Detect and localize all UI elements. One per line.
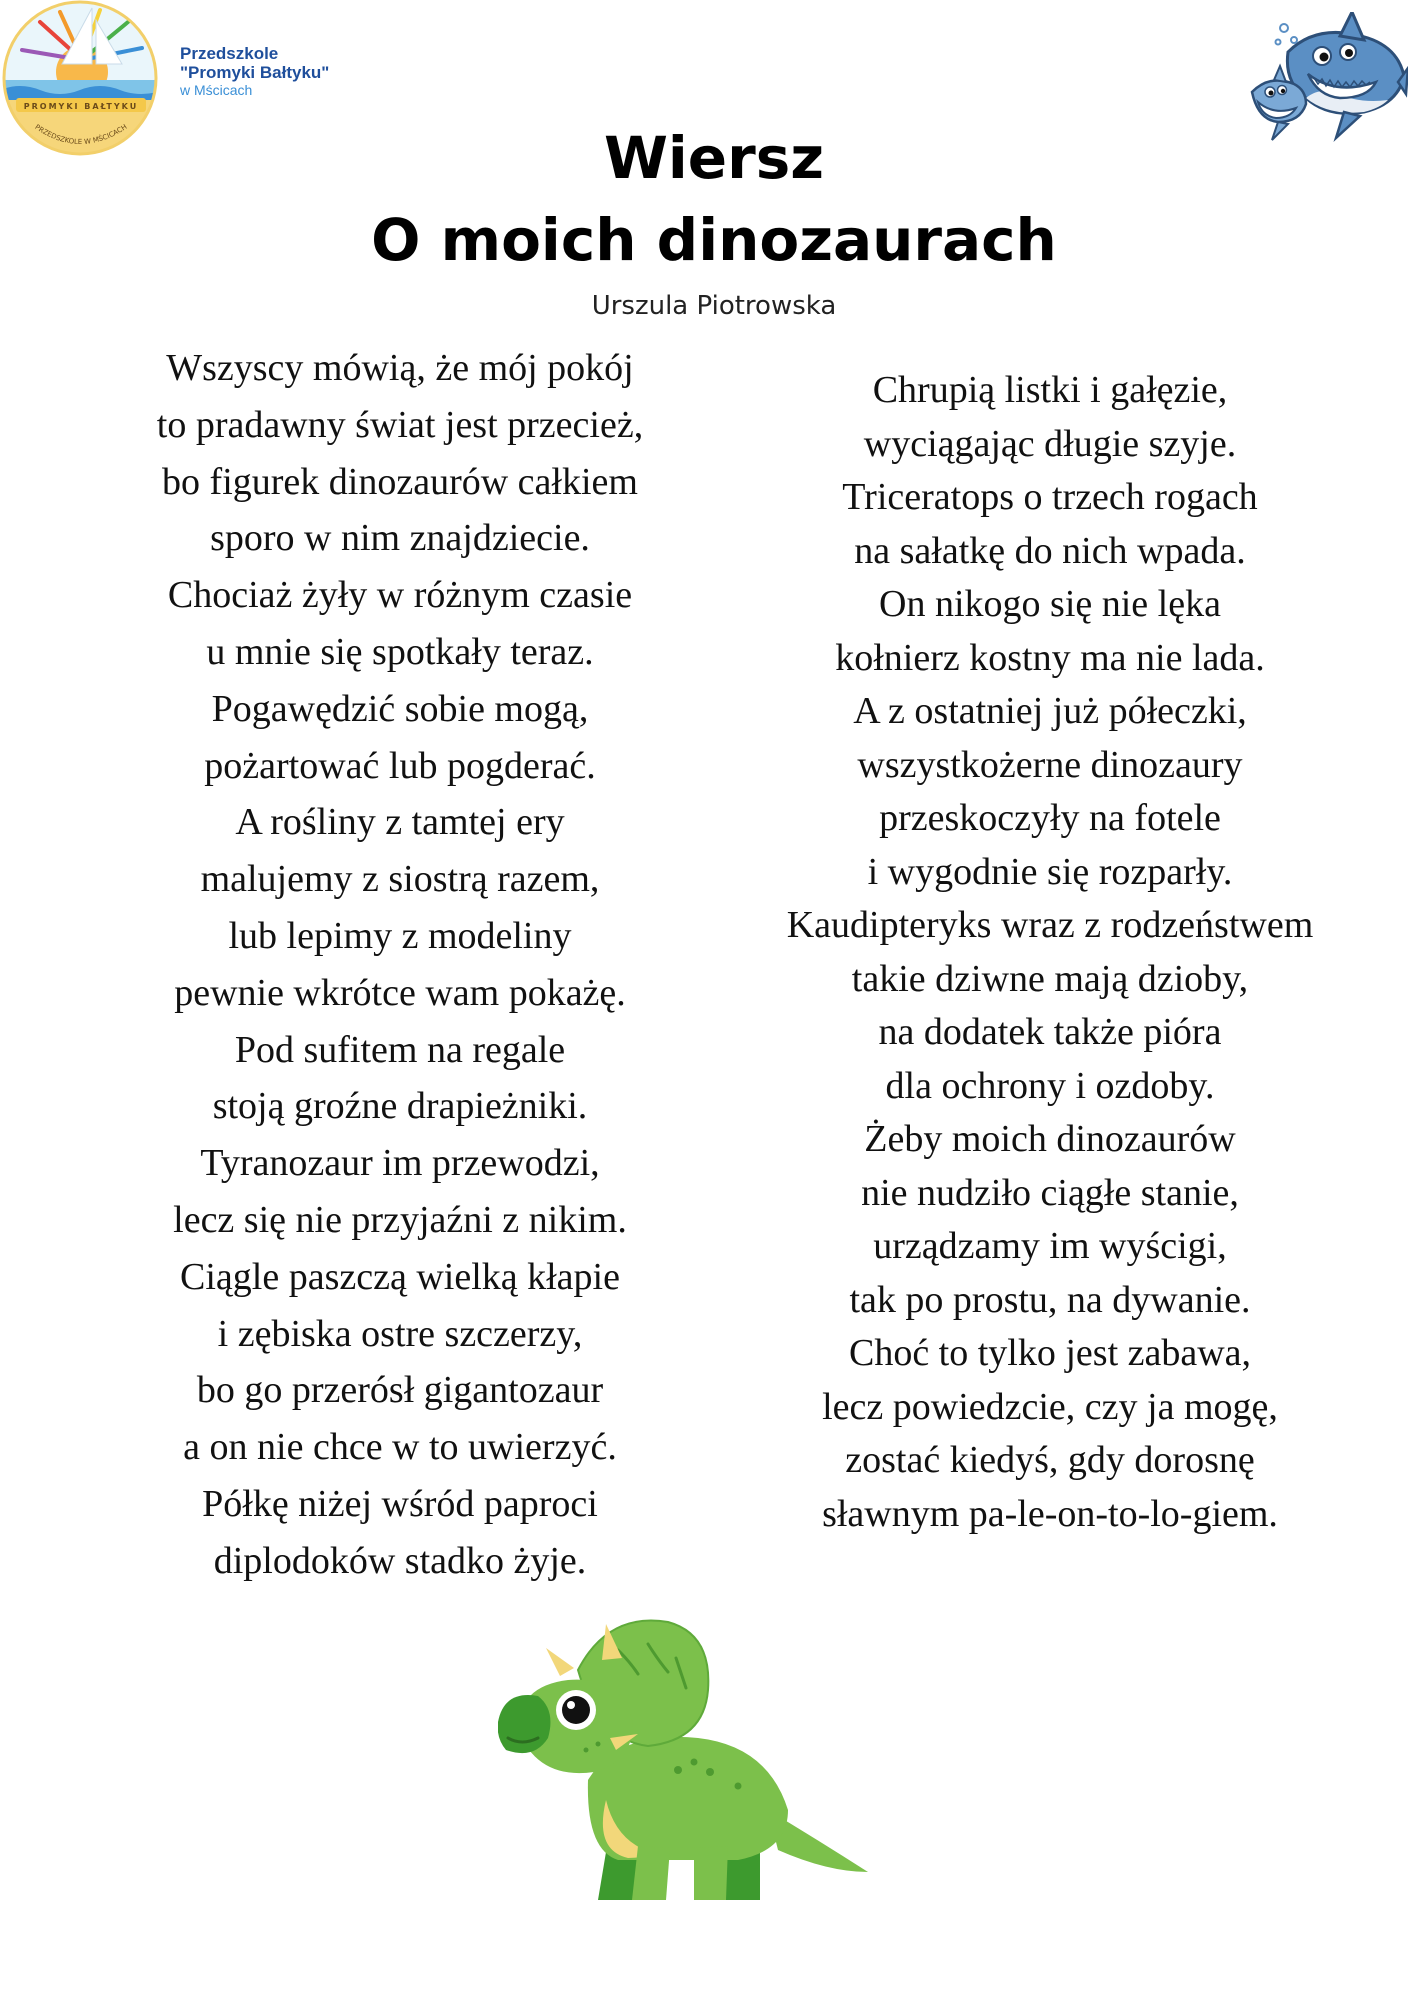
school-name (180, 44, 329, 98)
poem-line: to pradawny świat jest przecież, (156, 403, 644, 446)
poem-line: dla ochrony i ozdoby. (885, 1064, 1215, 1107)
poem-line: A z ostatniej już półeczki, (853, 690, 1247, 732)
poem-line: Triceratops o trzech rogach (842, 476, 1258, 518)
school-name-line1: Przedszkole (180, 44, 279, 63)
poem-line: Wszyscy mówią, że mój pokój (166, 347, 634, 389)
logo-banner-text: PROMYKI BAŁTYKU (23, 102, 139, 111)
poem-line: na sałatkę do nich wpada. (854, 529, 1246, 572)
poem-line: Chrupią listki i gałęzie, (872, 369, 1228, 411)
poem-line: Żeby moich dinozaurów (864, 1118, 1236, 1160)
logo-ring-text: PRZEDSZKOLE W MŚCICACH (33, 122, 129, 147)
poem-line: wyciągając długie szyje. (863, 422, 1237, 465)
triceratops-cartoon-icon (498, 1610, 878, 1910)
poem-line: Kaudipteryks wraz z rodzeństwem (786, 904, 1314, 946)
poem-line: a on nie chce w to uwierzyć. (183, 1426, 617, 1469)
title-block (0, 118, 1428, 324)
poem-line: pewnie wkrótce wam pokażę. (174, 971, 626, 1014)
poem-line: na dodatek także pióra (878, 1011, 1222, 1053)
poem-line: diplodoków stadko żyje. (213, 1539, 587, 1582)
poem-line: Tyranozaur im przewodzi, (200, 1142, 600, 1185)
poem-line: Ciągle paszczą wielką kłapie (180, 1255, 620, 1298)
poem-line: przeskoczyły na fotele (879, 797, 1221, 839)
poem-line: tak po prostu, na dywanie. (849, 1278, 1251, 1321)
poem-line: u mnie się spotkały teraz. (206, 630, 594, 673)
poem-line: zostać kiedyś, gdy dorosnę (845, 1439, 1255, 1481)
poem-line: Choć to tylko jest zabawa, (848, 1332, 1252, 1374)
poem-line: stoją groźne drapieżniki. (212, 1085, 588, 1128)
poem-line: Pod sufitem na regale (234, 1028, 566, 1071)
poem-line: i wygodnie się rozparły. (867, 850, 1233, 893)
poem-column-left (100, 340, 700, 1590)
poem-line: sławnym pa-le-on-to-lo-giem. (822, 1492, 1278, 1535)
poem-line: Półkę niżej wśród paproci (202, 1482, 598, 1525)
school-location: w Mścicach (180, 82, 253, 98)
poem-line: Pogawędzić sobie mogą, (211, 687, 589, 730)
poem-line: bo figurek dinozaurów całkiem (162, 460, 638, 503)
poem-line: i zębiska ostre szczerzy, (217, 1312, 583, 1355)
poem-author: Urszula Piotrowska (591, 291, 837, 321)
poem-column-right (740, 364, 1360, 1541)
school-name-line2: "Promyki Bałtyku" (180, 63, 330, 82)
poem-line: bo go przerósł gigantozaur (196, 1369, 604, 1412)
page-title: Wiersz (603, 124, 825, 192)
poem-line: lub lepimy z modeliny (228, 914, 572, 957)
poem-line: lecz powiedzcie, czy ja mogę, (822, 1385, 1278, 1428)
poem-line: wszystkożerne dinozaury (857, 743, 1243, 786)
poem-line: sporo w nim znajdziecie. (210, 517, 590, 560)
poem-line: malujemy z siostrą razem, (200, 858, 600, 901)
poem-line: On nikogo się nie lęka (879, 583, 1221, 625)
poem-title: O moich dinozaurach (371, 206, 1057, 274)
poem-line: pożartować lub pogderać. (204, 744, 596, 787)
poem-line: A rośliny z tamtej ery (235, 801, 565, 844)
poem-line: takie dziwne mają dzioby, (851, 957, 1249, 1000)
poem-line: Chociaż żyły w różnym czasie (167, 574, 633, 617)
poem-line: nie nudziło ciągłe stanie, (861, 1171, 1239, 1214)
poem-line: lecz się nie przyjaźni z nikim. (173, 1198, 627, 1241)
poem-line: urządzamy im wyścigi, (873, 1225, 1227, 1267)
poem-line: kołnierz kostny ma nie lada. (835, 636, 1265, 679)
